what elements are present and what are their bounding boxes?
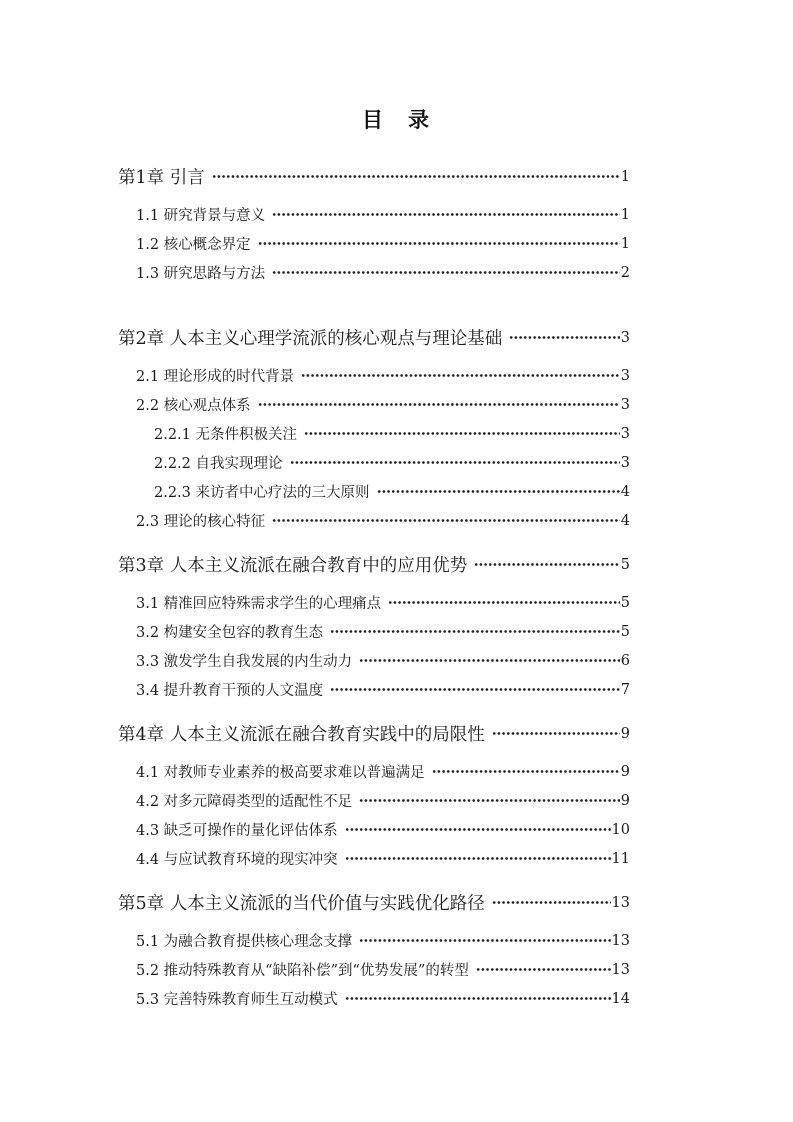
- toc-entry-label: 第4章 人本主义流派在融合教育实践中的局限性: [118, 725, 485, 745]
- dot-leader: [272, 269, 620, 276]
- toc-entry-label: 3.4 提升教育干预的人文温度: [136, 683, 324, 699]
- toc-entry[interactable]: [118, 419, 630, 448]
- toc-entry-label: 3.3 激发学生自我发展的内生动力: [136, 654, 353, 670]
- toc-entry[interactable]: [118, 321, 630, 354]
- dot-leader: [272, 517, 620, 524]
- dot-leader: [345, 855, 611, 862]
- toc-entry[interactable]: [118, 984, 630, 1013]
- toc-entry[interactable]: [118, 229, 630, 258]
- toc-entry[interactable]: [118, 955, 630, 984]
- toc-entry-label: 第3章 人本主义流派在融合教育中的应用优势: [118, 556, 468, 576]
- toc-entry-label: 4.4 与应试教育环境的现实冲突: [136, 852, 338, 868]
- toc-entry-page: 4: [620, 512, 630, 529]
- toc-entry[interactable]: [118, 361, 630, 390]
- toc-entry-page: 3: [620, 367, 630, 384]
- dot-leader: [476, 966, 611, 973]
- toc-list: [118, 160, 630, 1013]
- toc-entry[interactable]: [118, 588, 630, 617]
- dot-leader: [492, 730, 620, 737]
- dot-leader: [359, 797, 620, 804]
- toc-entry[interactable]: [118, 844, 630, 873]
- toc-entry-label: 3.1 精准回应特殊需求学生的心理痛点: [136, 596, 382, 612]
- dot-leader: [290, 459, 620, 466]
- dot-leader: [359, 937, 610, 944]
- toc-entry-page: 10: [611, 821, 630, 838]
- toc-entry-label: 1.2 核心概念界定: [136, 237, 251, 253]
- dot-leader: [388, 599, 620, 606]
- toc-entry-label: 5.1 为融合教育提供核心理念支撑: [136, 934, 353, 950]
- toc-entry[interactable]: [118, 448, 630, 477]
- page-title: 目 录: [362, 108, 431, 132]
- toc-entry-page: 9: [620, 725, 630, 742]
- toc-entry[interactable]: [118, 815, 630, 844]
- toc-entry-page: 9: [620, 763, 630, 780]
- dot-leader: [509, 334, 620, 341]
- toc-entry[interactable]: [118, 646, 630, 675]
- toc-entry-label: 2.2.2 自我实现理论: [154, 456, 283, 472]
- toc-entry[interactable]: [118, 506, 630, 535]
- toc-entry[interactable]: [118, 160, 630, 193]
- toc-entry-label: 1.3 研究思路与方法: [136, 266, 266, 282]
- toc-entry[interactable]: [118, 548, 630, 581]
- toc-entry-page: 1: [620, 206, 630, 223]
- toc-entry-label: 4.2 对多元障碍类型的适配性不足: [136, 794, 353, 810]
- dot-leader: [345, 826, 611, 833]
- toc-entry[interactable]: [118, 390, 630, 419]
- toc-entry[interactable]: [118, 477, 630, 506]
- dot-leader: [258, 240, 620, 247]
- dot-leader: [432, 768, 620, 775]
- dot-leader: [212, 173, 620, 180]
- dot-leader: [304, 430, 620, 437]
- toc-entry[interactable]: [118, 617, 630, 646]
- toc-entry[interactable]: [118, 675, 630, 704]
- toc-entry-page: 5: [620, 623, 630, 640]
- toc-entry-label: 5.3 完善特殊教育师生互动模式: [136, 992, 338, 1008]
- toc-entry-page: 3: [620, 425, 630, 442]
- toc-entry-label: 第1章 引言: [118, 168, 205, 188]
- toc-entry-label: 2.2 核心观点体系: [136, 398, 251, 414]
- toc-entry-label: 第2章 人本主义心理学流派的核心观点与理论基础: [118, 329, 503, 349]
- toc-entry-label: 4.1 对教师专业素养的极高要求难以普遍满足: [136, 765, 425, 781]
- toc-entry-page: 3: [620, 396, 630, 413]
- dot-leader: [492, 899, 611, 906]
- toc-entry-page: 13: [611, 932, 630, 949]
- dot-leader: [330, 686, 620, 693]
- toc-entry-label: 4.3 缺乏可操作的量化评估体系: [136, 823, 338, 839]
- dot-leader: [359, 657, 620, 664]
- dot-leader: [272, 211, 620, 218]
- dot-leader: [474, 561, 620, 568]
- toc-entry-page: 1: [620, 235, 630, 252]
- toc-entry-label: 5.2 推动特殊教育从“缺陷补偿”到“优势发展”的转型: [136, 963, 469, 979]
- toc-entry[interactable]: [118, 200, 630, 229]
- toc-entry-page: 3: [620, 329, 630, 346]
- toc-entry-label: 2.2.3 来访者中心疗法的三大原则: [154, 485, 370, 501]
- toc-entry-label: 2.2.1 无条件积极关注: [154, 427, 298, 443]
- toc-entry-page: 13: [611, 894, 630, 911]
- dot-leader: [377, 488, 620, 495]
- toc-entry-page: 2: [620, 264, 630, 281]
- toc-entry-label: 2.3 理论的核心特征: [136, 514, 266, 530]
- toc-entry-page: 11: [611, 850, 630, 867]
- toc-entry-label: 第5章 人本主义流派的当代价值与实践优化路径: [118, 894, 485, 914]
- toc-entry-label: 1.1 研究背景与意义: [136, 208, 266, 224]
- toc-entry[interactable]: [118, 886, 630, 919]
- toc-entry-label: 2.1 理论形成的时代背景: [136, 369, 295, 385]
- toc-entry-page: 3: [620, 454, 630, 471]
- toc-entry[interactable]: [118, 717, 630, 750]
- toc-entry-page: 1: [620, 168, 630, 185]
- toc-entry-page: 13: [611, 961, 630, 978]
- dot-leader: [330, 628, 620, 635]
- dot-leader: [345, 995, 611, 1002]
- toc-entry-page: 5: [620, 556, 630, 573]
- toc-entry[interactable]: [118, 786, 630, 815]
- toc-entry-page: 4: [620, 483, 630, 500]
- dot-leader: [258, 401, 620, 408]
- toc-entry-page: 7: [620, 681, 630, 698]
- toc-entry-label: 3.2 构建安全包容的教育生态: [136, 625, 324, 641]
- toc-entry-page: 14: [611, 990, 630, 1007]
- toc-entry[interactable]: [118, 258, 630, 287]
- toc-entry-page: 6: [620, 652, 630, 669]
- toc-entry-page: 9: [620, 792, 630, 809]
- toc-entry[interactable]: [118, 926, 630, 955]
- dot-leader: [301, 372, 620, 379]
- toc-entry[interactable]: [118, 757, 630, 786]
- toc-entry-page: 5: [620, 594, 630, 611]
